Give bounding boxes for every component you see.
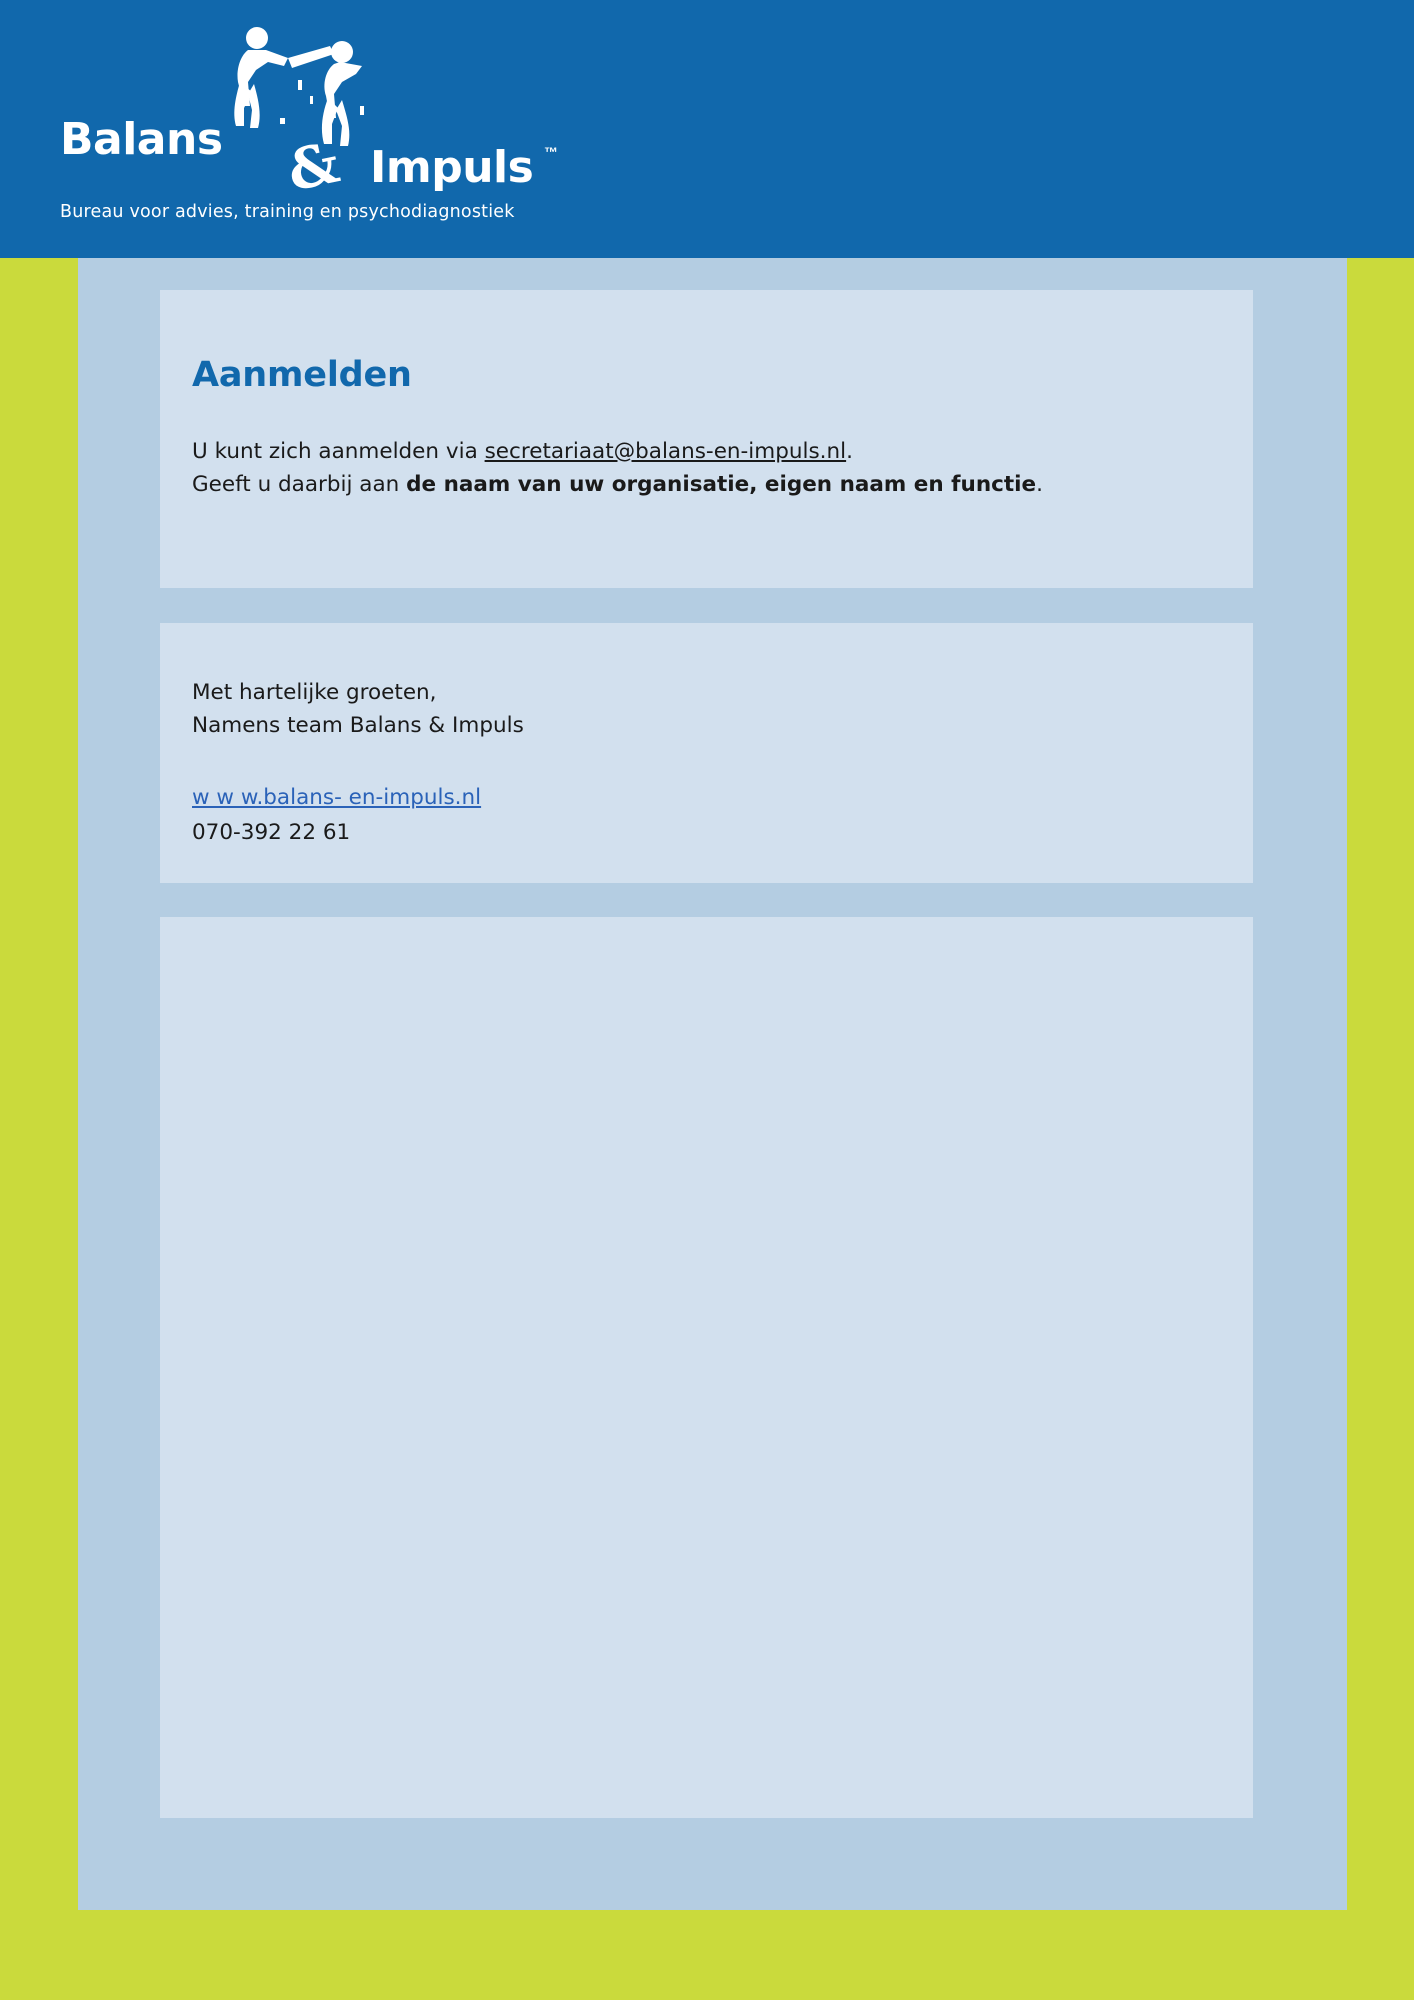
intro-line-2-suffix: . (1036, 472, 1043, 497)
page-title: Aanmelden (192, 355, 412, 395)
email-link[interactable]: secretariaat@balans-en-impuls.nl (484, 439, 847, 464)
intro-line-1-suffix: . (846, 439, 853, 464)
intro-line-2-prefix: Geeft u daarbij aan (192, 472, 407, 497)
logo-impuls-text: Impuls (370, 142, 534, 193)
intro-line-1-prefix: U kunt zich aanmelden via (192, 439, 485, 464)
logo (60, 22, 558, 222)
logo-tagline: Bureau voor advies, training en psychodiagnostiek (60, 202, 515, 222)
signature-greeting: Met hartelijke groeten, (192, 680, 437, 705)
trademark-symbol: ™ (544, 144, 558, 160)
intro-line-1 (192, 435, 853, 468)
intro-line-2-bold: de naam van uw organisatie, eigen naam en functie (406, 472, 1037, 497)
website-link[interactable]: w w w.balans- en-impuls.nl (192, 785, 482, 810)
logo-ampersand: & (281, 129, 345, 205)
logo-balans-text: Balans (60, 114, 223, 165)
signature-phone: 070-392 22 61 (192, 820, 351, 845)
logo-wordmark (60, 22, 558, 205)
empty-card (160, 917, 1253, 1818)
signature-website-line (192, 781, 481, 814)
intro-line-2 (192, 468, 1043, 501)
signature-team: Namens team Balans & Impuls (192, 713, 524, 738)
